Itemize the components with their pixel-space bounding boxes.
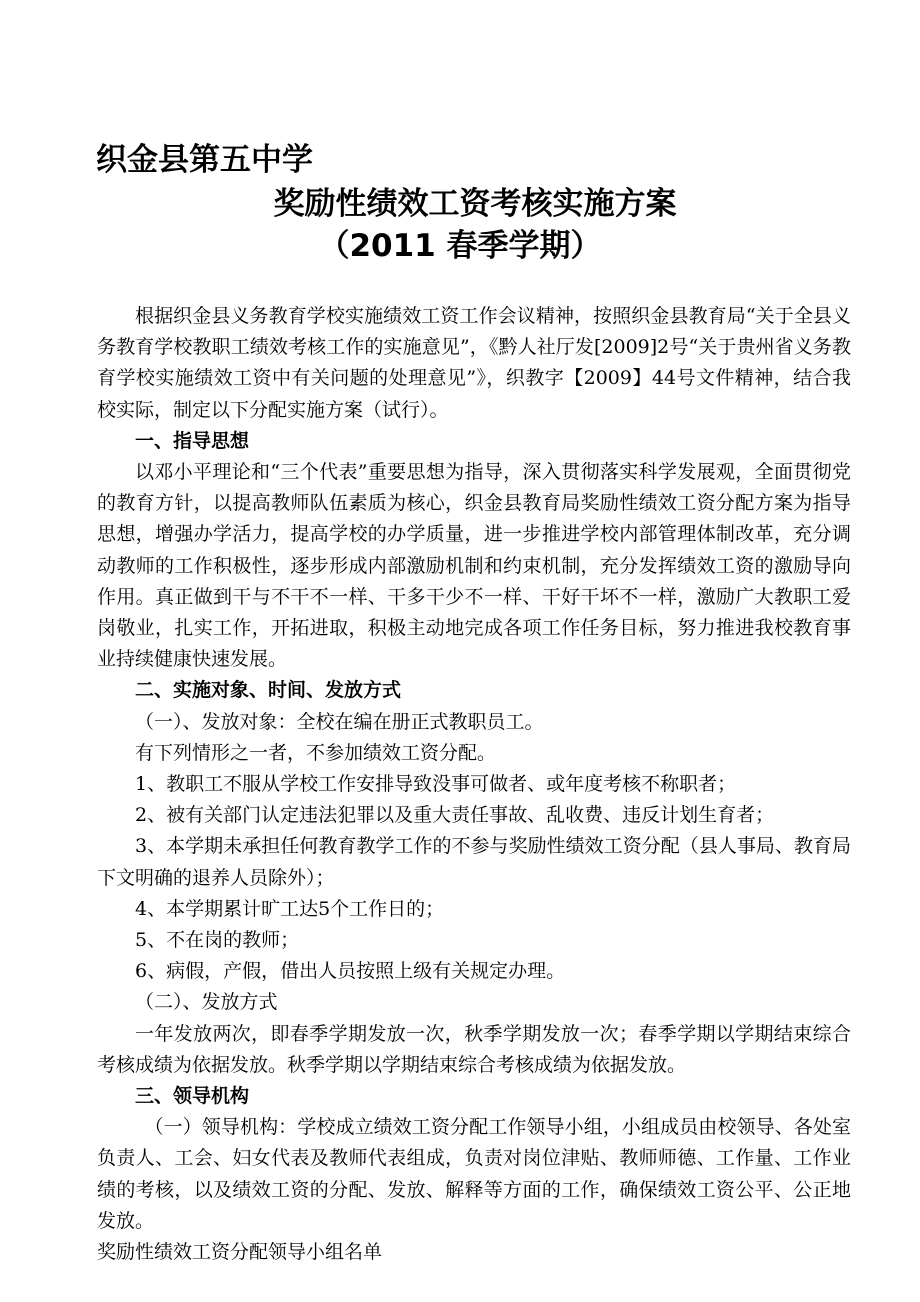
school-name: 织金县第五中学 xyxy=(96,142,313,178)
targets-paragraph: （一）、发放对象：全校在编在册正式教职员工。 xyxy=(135,710,544,733)
section-heading-targets: 二、实施对象、时间、发放方式 xyxy=(135,679,402,702)
exclusion-item-2: 2、被有关部门认定违法犯罪以及重大责任事故、乱收费、违反计划生育者； xyxy=(135,804,775,827)
exclusion-item-3: 3、本学期未承担任何教育教学工作的不参与奖励性绩效工资分配（县人事局、教育局下文明确的退养人员除外）； xyxy=(97,835,851,889)
document-body xyxy=(97,301,851,1268)
section-heading-guiding-ideology: 一、指导思想 xyxy=(135,429,250,452)
exclusion-item-5: 5、不在岗的教师； xyxy=(135,929,300,952)
document-subtitle: （2011 春季学期） xyxy=(318,228,602,264)
section-heading-leadership: 三、领导机构 xyxy=(135,1085,250,1108)
exclusion-item-4: 4、本学期累计旷工达5个工作日的； xyxy=(135,897,445,920)
guiding-ideology-paragraph: 以邓小平理论和“三个代表”重要思想为指导，深入贯彻落实科学发展观，全面贯彻党的教育方针，以提高教师队伍素质为核心，织金县教育局奖励性绩效工资分配方案为指导思想，增强办学活力，提高学校的办学质量，进一步推进学校内部管理体制改革，充分调动教师的工作积极性，逐步形成内部激励机制和约束机制，充分发挥绩效工资的激励导向作用。真正做到干与不干不一样、干多干少不一样、干好干坏不一样，激励广大教职工爱岗敬业，扎实工作，开拓进取，积极主动地完成各项工作任务目标，努力推进我校教育事业持续健康快速发展。 xyxy=(97,461,851,671)
leadership-list-title: 奖励性绩效工资分配领导小组名单 xyxy=(97,1241,383,1264)
leadership-paragraph: （一）领导机构：学校成立绩效工资分配工作领导小组，小组成员由校领导、各处室负责人、工会、妇女代表及教师代表组成，负责对岗位津贴、教师师德、工作量、工作业绩的考核，以及绩效工资的分配、发放、解释等方面的工作，确保绩效工资公平、公正地发放。 xyxy=(97,1116,851,1232)
exclusion-intro: 有下列情形之一者，不参加绩效工资分配。 xyxy=(135,741,497,764)
intro-paragraph: 根据织金县义务教育学校实施绩效工资工作会议精神，按照织金县教育局“关于全县义务教育学校教职工绩效考核工作的实施意见”，《黔人社厅发[2009]2号“关于贵州省义务教育学校实施绩效工资中有关问题的处理意见”》，织教字【2009】44号文件精神，结合我校实际，制定以下分配实施方案（试行）。 xyxy=(97,305,851,421)
document-title: 奖励性绩效工资考核实施方案 xyxy=(273,186,677,222)
exclusion-item-1: 1、教职工不服从学校工作安排导致没事可做者、或年度考核不称职者； xyxy=(135,773,737,796)
exclusion-item-6: 6、病假，产假，借出人员按照上级有关规定办理。 xyxy=(135,960,566,983)
payment-method-paragraph: 一年发放两次，即春季学期发放一次，秋季学期发放一次；春季学期以学期结束综合考核成绩为依据发放。秋季学期以学期结束综合考核成绩为依据发放。 xyxy=(97,1022,851,1076)
subheading-payment-method: （二）、发放方式 xyxy=(135,991,278,1014)
